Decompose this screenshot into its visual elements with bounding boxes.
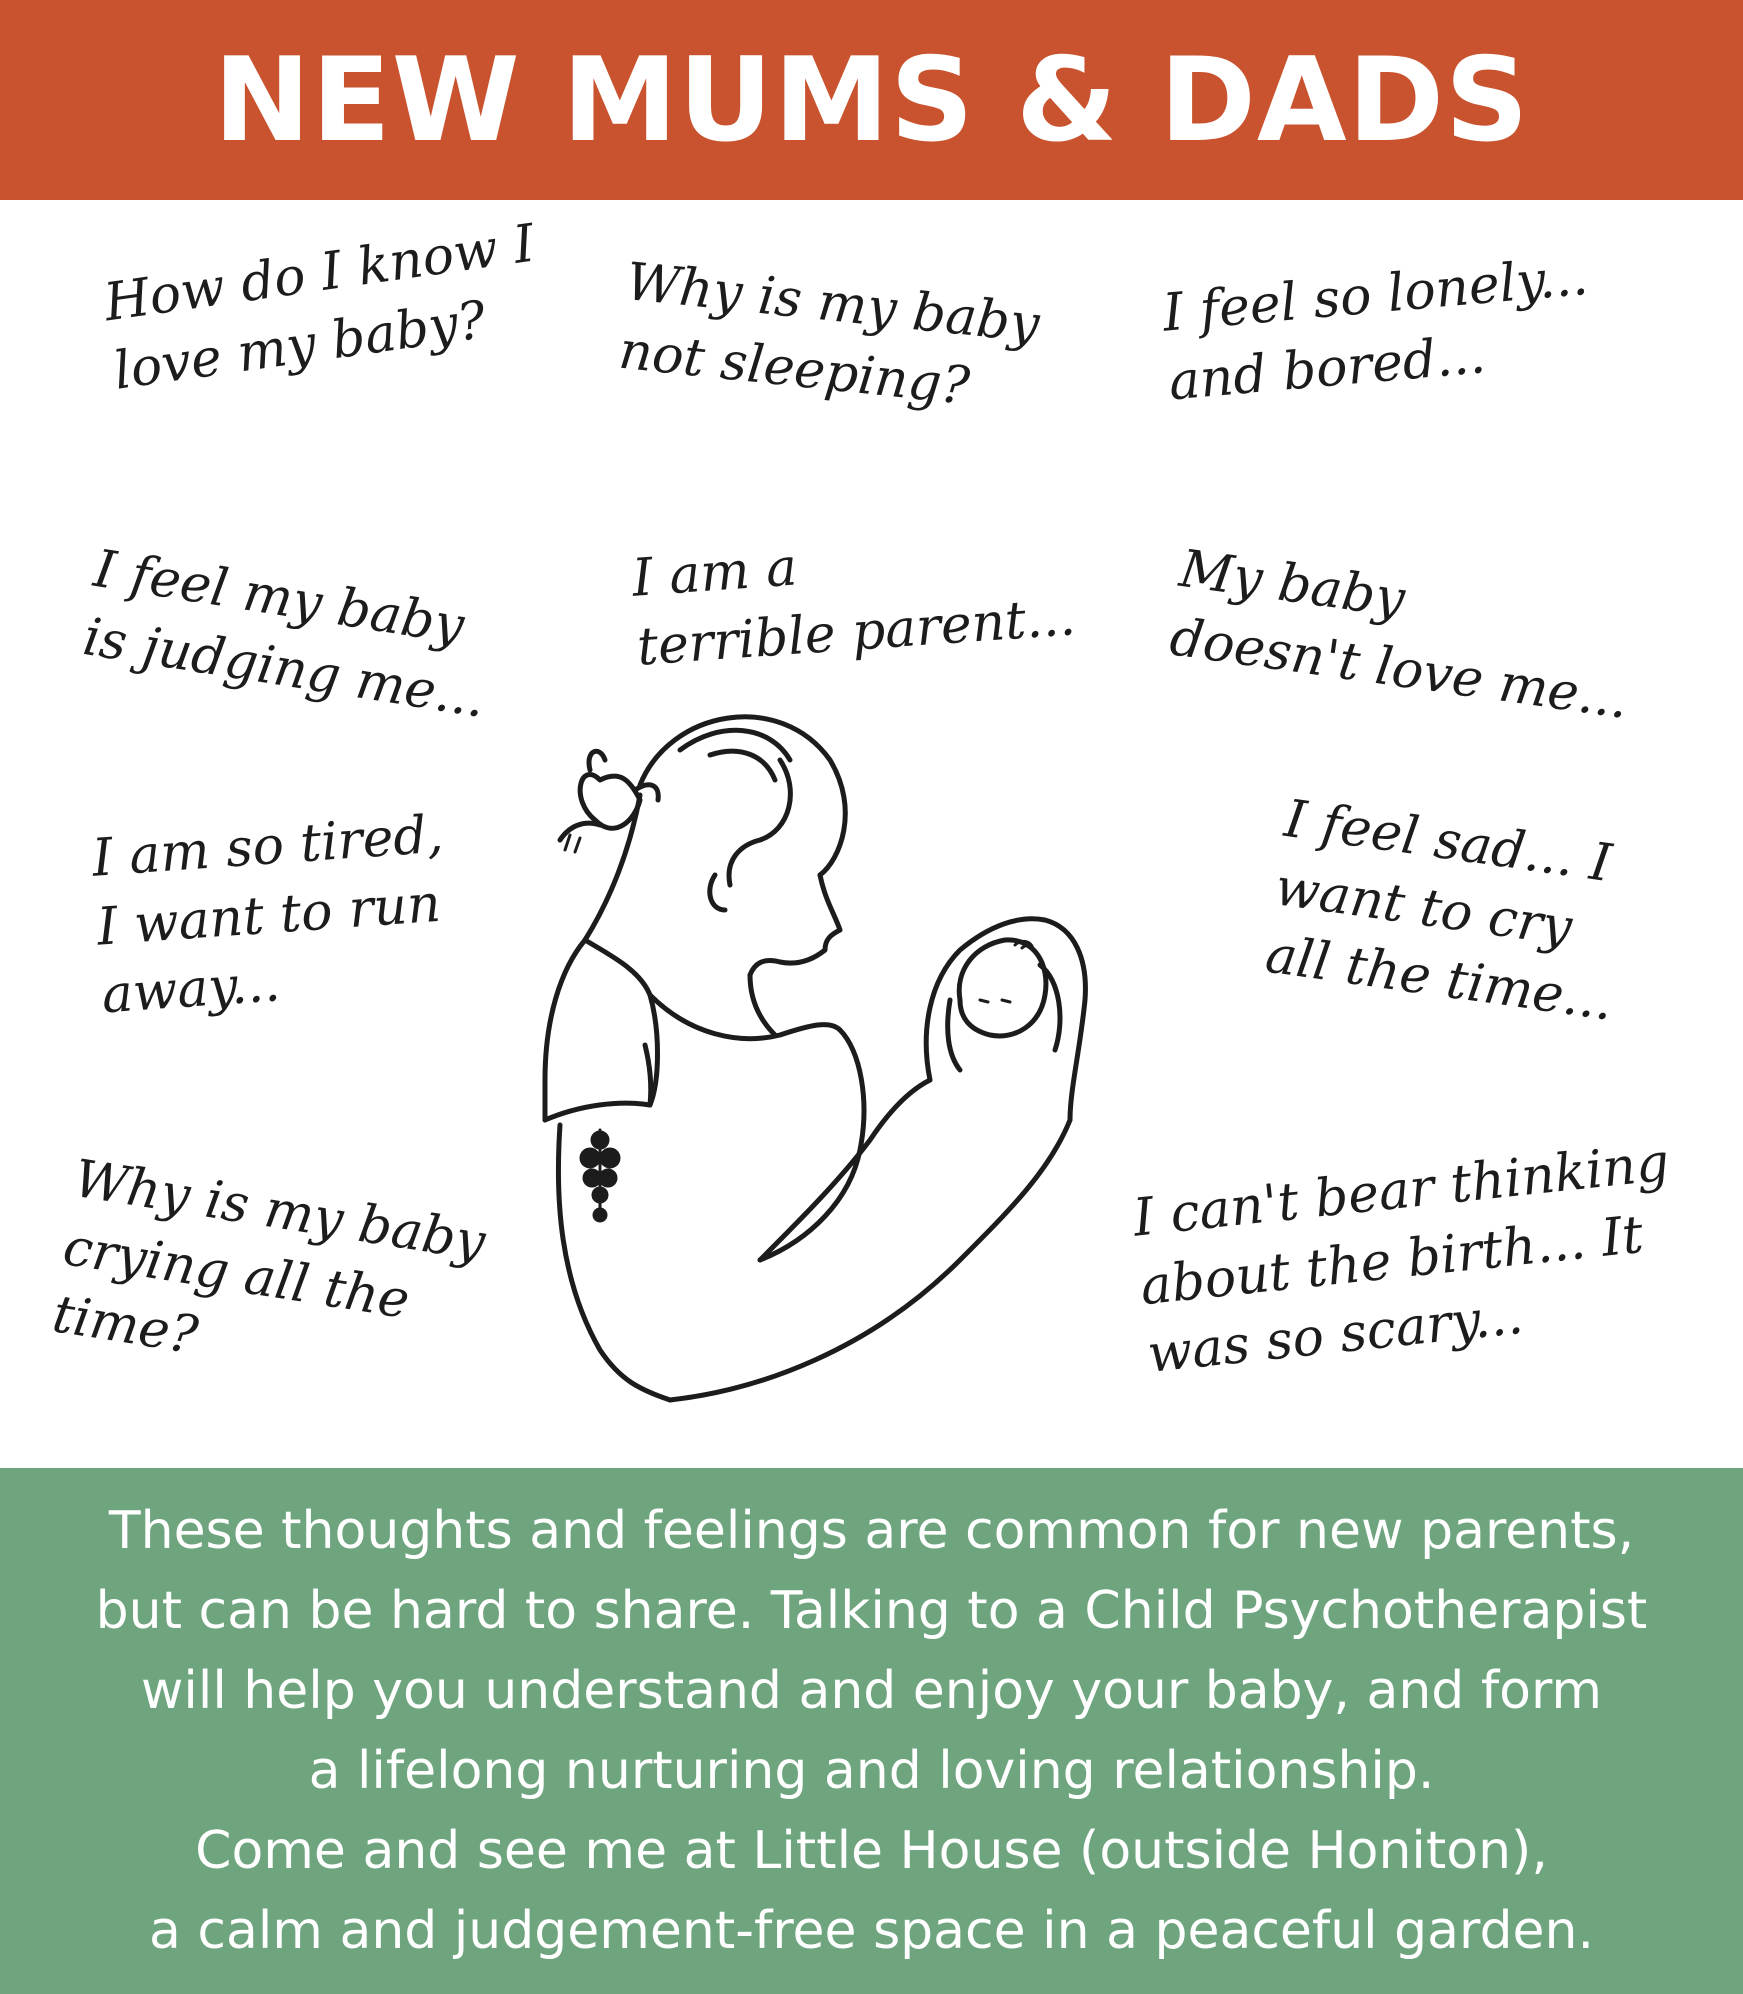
page-title: NEW MUMS & DADS xyxy=(213,32,1530,168)
thought-how-know-love: How do I know I love my baby? xyxy=(100,213,539,402)
thought-baby-judging: I feel my baby is judging me... xyxy=(79,538,490,730)
thought-doesnt-love: My baby doesn't love me... xyxy=(1166,538,1632,731)
info-text: These thoughts and feelings are common for new parents, but can be hard to share. Talking to a Child Psychotherapist will help you understand and enjoy your baby, and form a lifelong nurturing and loving relationship. Come and see me at Little House (outside Honiton), a calm and judgement-free space in a peaceful garden. xyxy=(95,1501,1648,1961)
thought-crying: Why is my baby crying all the time? xyxy=(48,1148,490,1367)
title-banner xyxy=(0,0,1743,200)
mother-holding-baby-icon xyxy=(540,700,1190,1420)
info-panel xyxy=(0,1468,1743,1994)
thought-so-tired: I am so tired, I want to run away... xyxy=(90,804,446,1026)
thought-feel-sad: I feel sad... I want to cry all the time... xyxy=(1261,788,1617,1033)
thought-terrible-parent: I am a terrible parent... xyxy=(630,537,1078,678)
thought-birth: I can't bear thinking about the birth... It was so scary... xyxy=(1130,1132,1673,1386)
thought-not-sleeping: Why is my baby not sleeping? xyxy=(616,251,1043,417)
thought-lonely-bored: I feel so lonely... and bored... xyxy=(1160,246,1591,413)
